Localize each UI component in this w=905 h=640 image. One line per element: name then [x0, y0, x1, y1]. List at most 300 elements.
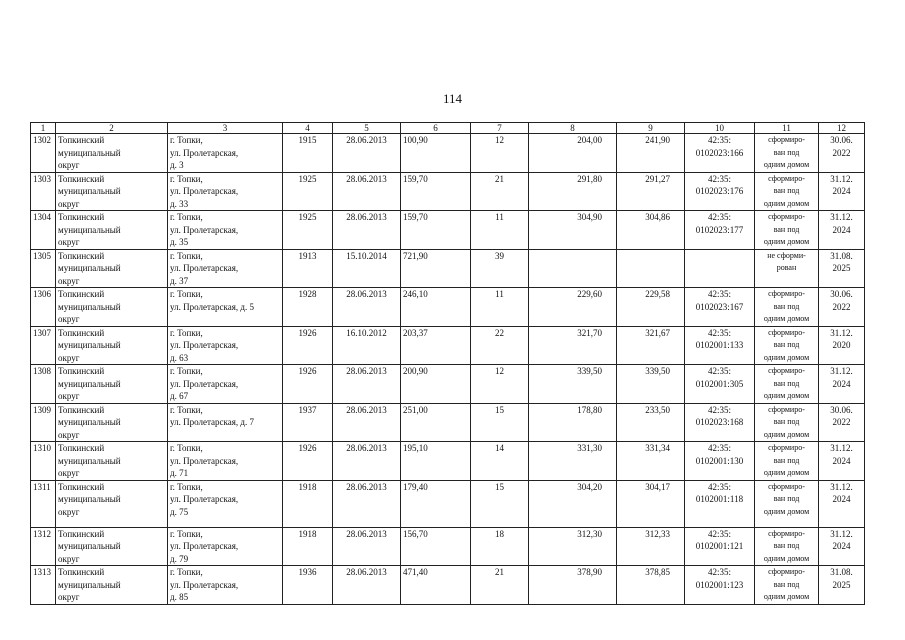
row-number: 1313: [31, 566, 56, 605]
status-cell-line: ван под: [773, 494, 800, 503]
address-cell-line: ул. Пролетарская,: [170, 494, 239, 504]
column-header-10: 10: [685, 123, 755, 134]
date-cell: 28.06.2013: [333, 442, 401, 481]
year-cell: 1915: [283, 134, 333, 173]
area-cell: 471,40: [401, 566, 471, 605]
cadastral-cell-line: 0102001:121: [695, 541, 744, 551]
date-cell: 28.06.2013: [333, 134, 401, 173]
year-cell: 1918: [283, 480, 333, 527]
area-cell: 179,40: [401, 480, 471, 527]
deadline-cell: [819, 403, 865, 442]
status-cell-line: сформиро-: [768, 212, 805, 221]
area-cell: 100,90: [401, 134, 471, 173]
status-cell: [755, 442, 819, 481]
status-cell: [755, 527, 819, 566]
value9-cell: 241,90: [617, 134, 685, 173]
count-cell: 12: [471, 365, 529, 404]
value8-cell: 291,80: [529, 172, 617, 211]
date-cell: 28.06.2013: [333, 527, 401, 566]
count-cell: 18: [471, 527, 529, 566]
table-row: [31, 480, 865, 527]
deadline-cell-line: 2022: [832, 417, 851, 427]
district-cell-line: Топкинский: [58, 212, 105, 222]
status-cell: [755, 288, 819, 327]
deadline-cell-line: 31.12.: [830, 443, 853, 453]
deadline-cell-line: 2024: [832, 224, 851, 235]
column-header-1: 1: [31, 123, 56, 134]
district-cell-line: муниципальный: [58, 455, 121, 466]
cadastral-cell-line: 0102001:118: [695, 494, 744, 504]
district-cell-line: округ: [58, 160, 80, 170]
table-row: [31, 442, 865, 481]
status-cell-line: сформиро-: [768, 567, 805, 576]
address-cell-line: г. Топки,: [170, 443, 203, 453]
count-cell: 21: [471, 172, 529, 211]
cadastral-cell: [685, 249, 755, 288]
date-cell: 15.10.2014: [333, 249, 401, 288]
address-cell: [168, 249, 283, 288]
cadastral-cell: [685, 403, 755, 442]
status-cell-line: одним домом: [763, 198, 810, 208]
deadline-cell: [819, 211, 865, 250]
status-cell-line: сформиро-: [768, 443, 805, 452]
district-cell-line: Топкинский: [58, 443, 105, 453]
table-row: [31, 527, 865, 566]
value9-cell: 291,27: [617, 172, 685, 211]
row-number: 1310: [31, 442, 56, 481]
value8-cell: 178,80: [529, 403, 617, 442]
year-cell: 1926: [283, 442, 333, 481]
deadline-cell-line: 2024: [832, 494, 851, 504]
status-cell-line: сформиро-: [768, 404, 805, 414]
district-cell: [56, 134, 168, 173]
address-cell-line: ул. Пролетарская,: [170, 541, 239, 551]
cadastral-cell: [685, 480, 755, 527]
area-cell: 721,90: [401, 249, 471, 288]
table-row: [31, 249, 865, 288]
column-header-9: 9: [617, 123, 685, 134]
status-cell-line: одним домом: [763, 237, 810, 246]
value9-cell: 304,86: [617, 211, 685, 250]
value9-cell: 304,17: [617, 480, 685, 527]
cadastral-cell-line: 0102001:305: [695, 378, 744, 389]
date-cell: 16.10.2012: [333, 326, 401, 365]
year-cell: 1926: [283, 326, 333, 365]
cadastral-cell: [685, 527, 755, 566]
cadastral-cell-line: 0102023:166: [695, 147, 744, 158]
column-header-7: 7: [471, 123, 529, 134]
value9-cell: 233,50: [617, 403, 685, 442]
address-cell-line: ул. Пролетарская,: [170, 186, 239, 196]
address-cell: [168, 442, 283, 481]
column-header-5: 5: [333, 123, 401, 134]
cadastral-cell: [685, 134, 755, 173]
deadline-cell: [819, 442, 865, 481]
cadastral-cell: [685, 442, 755, 481]
column-header-8: 8: [529, 123, 617, 134]
deadline-cell-line: 2024: [832, 186, 851, 196]
address-cell-line: ул. Пролетарская,: [170, 378, 239, 389]
deadline-cell: [819, 365, 865, 404]
date-cell: 28.06.2013: [333, 211, 401, 250]
value8-cell: 378,90: [529, 566, 617, 605]
status-cell-line: сформиро-: [768, 135, 805, 144]
district-cell-line: Топкинский: [58, 528, 105, 539]
value8-cell: 339,50: [529, 365, 617, 404]
district-cell-line: муниципальный: [58, 494, 121, 504]
cadastral-cell-line: 0102001:123: [695, 579, 744, 590]
row-number: 1309: [31, 403, 56, 442]
status-cell-line: одним домом: [763, 592, 810, 601]
row-number: 1308: [31, 365, 56, 404]
status-cell-line: ван под: [773, 301, 800, 311]
deadline-cell-line: 2022: [832, 147, 851, 158]
status-cell-line: ван под: [773, 579, 800, 589]
year-cell: 1925: [283, 172, 333, 211]
address-cell-line: г. Топки,: [170, 250, 203, 261]
address-cell-line: г. Топки,: [170, 567, 203, 577]
district-cell-line: муниципальный: [58, 224, 121, 235]
status-cell-line: ван под: [773, 541, 800, 550]
district-cell-line: муниципальный: [58, 301, 121, 312]
status-cell: [755, 249, 819, 288]
district-cell: [56, 172, 168, 211]
column-header-4: 4: [283, 123, 333, 134]
value8-cell: 204,00: [529, 134, 617, 173]
cadastral-cell-line: 42:35:: [707, 212, 731, 222]
count-cell: 11: [471, 288, 529, 327]
status-cell: [755, 365, 819, 404]
value9-cell: [617, 249, 685, 288]
area-cell: 195,10: [401, 442, 471, 481]
district-cell-line: муниципальный: [58, 541, 121, 551]
column-number-row: [31, 123, 865, 134]
status-cell: [755, 403, 819, 442]
address-cell-line: ул. Пролетарская,: [170, 340, 239, 350]
row-number: 1307: [31, 326, 56, 365]
column-header-12: 12: [819, 123, 865, 134]
cadastral-cell-line: 42:35:: [707, 528, 731, 539]
table-body: [31, 134, 865, 605]
status-cell: [755, 134, 819, 173]
address-cell-line: г. Топки,: [170, 173, 203, 184]
value8-cell: 304,20: [529, 480, 617, 527]
table-row: [31, 403, 865, 442]
address-cell: [168, 172, 283, 211]
cadastral-cell: [685, 211, 755, 250]
status-cell-line: ван под: [773, 147, 800, 157]
cadastral-cell-line: 42:35:: [707, 135, 731, 145]
cadastral-cell-line: 0102023:177: [695, 224, 744, 235]
district-cell-line: муниципальный: [58, 340, 121, 350]
deadline-cell: [819, 288, 865, 327]
address-cell-line: г. Топки,: [170, 528, 203, 539]
address-cell-line: д. 37: [170, 275, 189, 286]
address-cell-line: ул. Пролетарская, д. 5: [170, 301, 254, 312]
deadline-cell: [819, 172, 865, 211]
table-row: [31, 211, 865, 250]
year-cell: 1937: [283, 403, 333, 442]
status-cell-line: одним домом: [763, 391, 810, 400]
status-cell-line: не сформи-: [767, 250, 806, 260]
date-cell: 28.06.2013: [333, 480, 401, 527]
row-number: 1306: [31, 288, 56, 327]
status-cell: [755, 326, 819, 365]
deadline-cell-line: 2024: [832, 541, 851, 551]
count-cell: 12: [471, 134, 529, 173]
district-cell: [56, 566, 168, 605]
status-cell: [755, 480, 819, 527]
address-cell-line: ул. Пролетарская,: [170, 263, 239, 273]
area-cell: 246,10: [401, 288, 471, 327]
row-number: 1305: [31, 249, 56, 288]
deadline-cell-line: 31.08.: [830, 250, 853, 261]
district-cell-line: Топкинский: [58, 366, 105, 376]
district-cell: [56, 211, 168, 250]
deadline-cell-line: 31.08.: [830, 567, 853, 577]
deadline-cell-line: 2025: [832, 263, 851, 273]
district-cell: [56, 442, 168, 481]
count-cell: 11: [471, 211, 529, 250]
address-cell: [168, 365, 283, 404]
status-cell-line: ван под: [773, 417, 800, 426]
table-row: [31, 365, 865, 404]
district-cell-line: Топкинский: [58, 135, 105, 145]
status-cell-line: сформиро-: [768, 289, 805, 298]
cadastral-cell-line: 42:35:: [707, 327, 731, 338]
cadastral-cell-line: 0102023:167: [695, 301, 744, 312]
area-cell: 156,70: [401, 527, 471, 566]
column-header-3: 3: [168, 123, 283, 134]
deadline-cell-line: 2025: [832, 579, 851, 590]
district-cell-line: округ: [58, 391, 80, 401]
row-number: 1304: [31, 211, 56, 250]
deadline-cell: [819, 480, 865, 527]
year-cell: 1936: [283, 566, 333, 605]
address-cell-line: ул. Пролетарская,: [170, 579, 239, 590]
district-cell: [56, 365, 168, 404]
cadastral-cell: [685, 566, 755, 605]
district-cell-line: Топкинский: [58, 404, 105, 415]
deadline-cell: [819, 249, 865, 288]
cadastral-cell-line: 42:35:: [707, 567, 731, 577]
table-row: [31, 134, 865, 173]
deadline-cell-line: 30.06.: [830, 289, 853, 299]
cadastral-cell: [685, 365, 755, 404]
cadastral-cell-line: 0102001:133: [695, 340, 744, 350]
page-number: 114: [442, 91, 463, 106]
address-cell-line: г. Топки,: [170, 327, 203, 338]
district-cell-line: муниципальный: [58, 147, 121, 158]
count-cell: 39: [471, 249, 529, 288]
value8-cell: 331,30: [529, 442, 617, 481]
deadline-cell-line: 31.12.: [830, 528, 853, 539]
cadastral-cell-line: 42:35:: [707, 443, 731, 453]
date-cell: 28.06.2013: [333, 365, 401, 404]
table-row: [31, 172, 865, 211]
value9-cell: 312,33: [617, 527, 685, 566]
address-cell: [168, 566, 283, 605]
cadastral-cell-line: 42:35:: [707, 289, 731, 299]
address-cell-line: д. 35: [170, 237, 189, 247]
address-cell: [168, 326, 283, 365]
cadastral-cell-line: 42:35:: [707, 173, 731, 184]
year-cell: 1913: [283, 249, 333, 288]
status-cell: [755, 566, 819, 605]
district-cell-line: округ: [58, 314, 80, 324]
district-cell-line: муниципальный: [58, 186, 121, 196]
status-cell-line: ван под: [773, 186, 800, 195]
district-cell: [56, 403, 168, 442]
value8-cell: 321,70: [529, 326, 617, 365]
status-cell-line: рован: [776, 263, 797, 272]
district-cell-line: Топкинский: [58, 289, 105, 299]
district-cell: [56, 288, 168, 327]
status-cell-line: ван под: [773, 340, 800, 349]
cadastral-cell-line: 0102001:130: [695, 455, 744, 466]
address-cell-line: г. Топки,: [170, 404, 203, 415]
area-cell: 200,90: [401, 365, 471, 404]
address-cell-line: г. Топки,: [170, 481, 203, 492]
deadline-cell-line: 30.06.: [830, 135, 853, 145]
deadline-cell-line: 2024: [832, 378, 851, 389]
count-cell: 22: [471, 326, 529, 365]
address-cell-line: д. 71: [170, 468, 189, 478]
district-cell-line: муниципальный: [58, 579, 121, 590]
status-cell: [755, 172, 819, 211]
district-cell: [56, 527, 168, 566]
column-header-2: 2: [56, 123, 168, 134]
status-cell-line: сформиро-: [768, 327, 805, 337]
district-cell: [56, 480, 168, 527]
status-cell-line: ван под: [773, 378, 800, 388]
value9-cell: 229,58: [617, 288, 685, 327]
district-cell-line: муниципальный: [58, 417, 121, 427]
address-cell-line: д. 67: [170, 391, 189, 401]
district-cell-line: Топкинский: [58, 327, 105, 338]
deadline-cell-line: 31.12.: [830, 481, 853, 492]
address-cell-line: г. Топки,: [170, 289, 203, 299]
address-cell: [168, 211, 283, 250]
cadastral-cell-line: 0102023:176: [695, 186, 744, 196]
district-cell-line: округ: [58, 553, 80, 564]
district-cell-line: Топкинский: [58, 173, 105, 184]
deadline-cell-line: 31.12.: [830, 173, 853, 184]
deadline-cell: [819, 566, 865, 605]
year-cell: 1928: [283, 288, 333, 327]
year-cell: 1918: [283, 527, 333, 566]
value8-cell: 229,60: [529, 288, 617, 327]
address-cell-line: ул. Пролетарская,: [170, 147, 239, 158]
address-cell: [168, 403, 283, 442]
deadline-cell: [819, 134, 865, 173]
value9-cell: 378,85: [617, 566, 685, 605]
deadline-cell-line: 2022: [832, 301, 851, 312]
value9-cell: 321,67: [617, 326, 685, 365]
deadline-cell-line: 2020: [832, 340, 851, 350]
deadline-cell-line: 31.12.: [830, 327, 853, 338]
address-cell-line: ул. Пролетарская, д. 7: [170, 417, 254, 427]
district-cell: [56, 249, 168, 288]
address-cell-line: г. Топки,: [170, 212, 203, 222]
district-cell-line: Топкинский: [58, 481, 105, 492]
district-cell-line: муниципальный: [58, 378, 121, 389]
value8-cell: 304,90: [529, 211, 617, 250]
year-cell: 1926: [283, 365, 333, 404]
district-cell-line: округ: [58, 592, 80, 602]
year-cell: 1925: [283, 211, 333, 250]
value8-cell: [529, 249, 617, 288]
status-cell-line: сформиро-: [768, 481, 805, 491]
address-cell: [168, 134, 283, 173]
district-cell-line: округ: [58, 429, 80, 440]
date-cell: 28.06.2013: [333, 288, 401, 327]
district-cell-line: Топкинский: [58, 250, 105, 261]
date-cell: 28.06.2013: [333, 403, 401, 442]
address-cell-line: д. 85: [170, 592, 189, 602]
address-cell-line: д. 75: [170, 506, 189, 517]
status-cell-line: сформиро-: [768, 366, 805, 375]
address-cell-line: г. Топки,: [170, 366, 203, 376]
deadline-cell: [819, 326, 865, 365]
address-cell-line: ул. Пролетарская,: [170, 455, 239, 466]
status-cell-line: одним домом: [763, 314, 810, 323]
address-cell-line: д. 79: [170, 553, 189, 564]
district-cell: [56, 326, 168, 365]
district-cell-line: Топкинский: [58, 567, 105, 577]
district-cell-line: округ: [58, 198, 80, 209]
address-cell: [168, 527, 283, 566]
address-cell-line: д. 33: [170, 198, 189, 209]
address-cell-line: д. 63: [170, 352, 189, 363]
status-cell-line: одним домом: [763, 553, 810, 563]
count-cell: 15: [471, 480, 529, 527]
column-header-6: 6: [401, 123, 471, 134]
address-cell-line: ул. Пролетарская,: [170, 224, 239, 235]
address-cell: [168, 288, 283, 327]
status-cell-line: сформиро-: [768, 528, 805, 538]
count-cell: 15: [471, 403, 529, 442]
status-cell-line: одним домом: [763, 506, 810, 516]
district-cell-line: округ: [58, 275, 80, 286]
cadastral-cell: [685, 326, 755, 365]
area-cell: 159,70: [401, 172, 471, 211]
status-cell-line: одним домом: [763, 352, 810, 362]
housing-registry-table: [30, 122, 865, 605]
cadastral-cell: [685, 172, 755, 211]
status-cell-line: одним домом: [763, 468, 810, 477]
area-cell: 159,70: [401, 211, 471, 250]
deadline-cell-line: 2024: [832, 455, 851, 466]
status-cell-line: ван под: [773, 224, 800, 234]
status-cell-line: одним домом: [763, 429, 810, 439]
deadline-cell-line: 31.12.: [830, 212, 853, 222]
count-cell: 14: [471, 442, 529, 481]
cadastral-cell-line: 42:35:: [707, 481, 731, 492]
district-cell-line: округ: [58, 237, 80, 247]
district-cell-line: округ: [58, 468, 80, 478]
column-header-11: 11: [755, 123, 819, 134]
status-cell-line: одним домом: [763, 160, 810, 169]
row-number: 1311: [31, 480, 56, 527]
row-number: 1312: [31, 527, 56, 566]
district-cell-line: округ: [58, 352, 80, 363]
cadastral-cell: [685, 288, 755, 327]
area-cell: 203,37: [401, 326, 471, 365]
value9-cell: 331,34: [617, 442, 685, 481]
district-cell-line: муниципальный: [58, 263, 121, 273]
cadastral-cell-line: 0102023:168: [695, 417, 744, 427]
